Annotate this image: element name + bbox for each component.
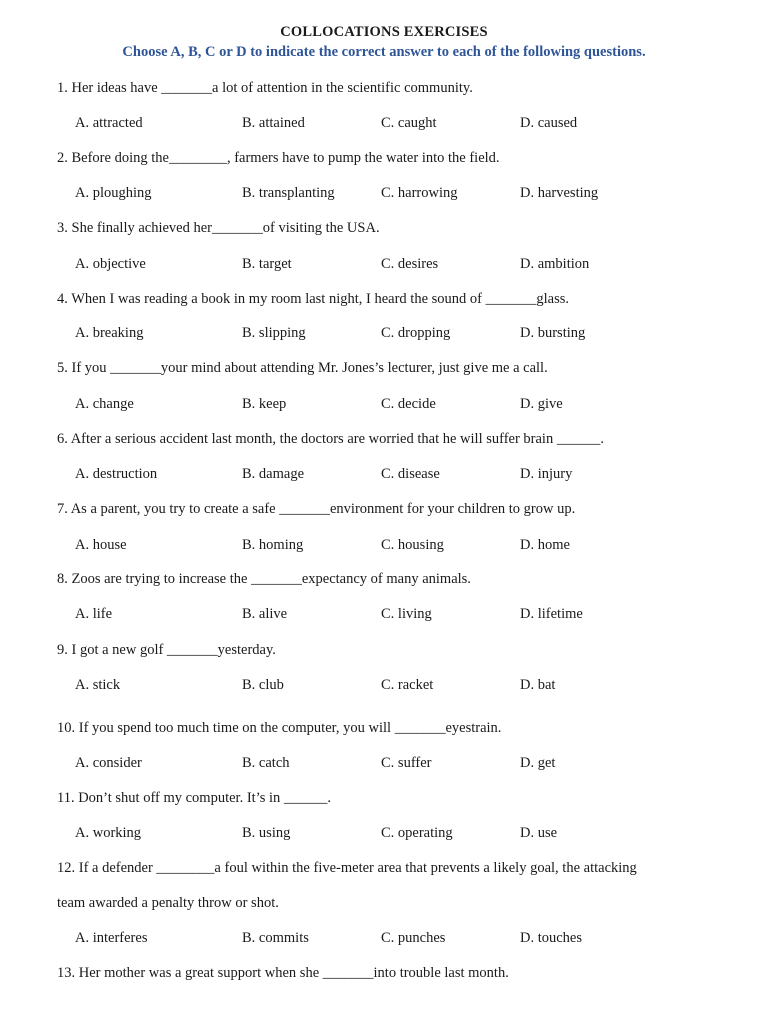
option-b: B. homing [242,537,304,553]
options-4 [75,325,715,345]
document-title: COLLOCATIONS EXERCISES [280,24,488,40]
options-6 [75,466,715,486]
option-c: C. living [381,606,432,622]
question-3: 3. She finally achieved her_______of visiting the USA. [57,220,380,236]
instruction-text: Choose A, B, C or D to indicate the correct answer to each of the following questions. [122,44,646,60]
option-b: B. slipping [242,325,306,341]
option-d: D. touches [520,930,583,946]
options-10 [75,755,715,775]
options-12 [75,930,715,950]
question-12: 12. If a defender ________a foul within the five-meter area that prevents a likely goal, the attacking [57,860,637,876]
option-b: B. using [242,825,291,841]
option-c: C. caught [381,115,437,131]
option-a: A. consider [75,755,142,771]
option-d: D. caused [520,115,578,131]
option-b: B. target [242,256,292,272]
option-b: B. commits [242,930,309,946]
option-d: D. lifetime [520,606,583,622]
option-b: B. alive [242,606,288,622]
options-3 [75,256,715,276]
option-b: B. keep [242,396,287,412]
option-c: C. suffer [381,755,432,771]
question-5: 5. If you _______your mind about attending Mr. Jones’s lecturer, just give me a call. [57,360,548,376]
option-b: B. damage [242,466,305,482]
option-b: B. catch [242,755,290,771]
options-2 [75,185,715,205]
option-a: A. life [75,606,113,622]
question-12-continuation: team awarded a penalty throw or shot. [57,895,279,911]
option-c: C. disease [381,466,440,482]
option-d: D. give [520,396,563,412]
option-a: A. objective [75,256,146,272]
option-d: D. use [520,825,558,841]
options-1 [75,115,715,135]
option-c: C. punches [381,930,446,946]
option-b: B. club [242,677,284,693]
question-7: 7. As a parent, you try to create a safe _______environment for your children to grow up. [57,501,576,517]
question-8: 8. Zoos are trying to increase the _______expectancy of many animals. [57,571,471,587]
options-7 [75,537,715,557]
question-4: 4. When I was reading a book in my room last night, I heard the sound of _______glass. [57,291,569,307]
option-a: A. destruction [75,466,158,482]
question-10: 10. If you spend too much time on the computer, you will _______eyestrain. [57,720,502,736]
options-11 [75,825,715,845]
option-c: C. dropping [381,325,451,341]
option-c: C. racket [381,677,434,693]
question-11: 11. Don’t shut off my computer. It’s in ______. [57,790,332,806]
option-a: A. change [75,396,134,412]
option-d: D. ambition [520,256,590,272]
option-a: A. attracted [75,115,143,131]
option-a: A. ploughing [75,185,152,201]
question-2: 2. Before doing the________, farmers have to pump the water into the field. [57,150,500,166]
option-b: B. attained [242,115,305,131]
question-13: 13. Her mother was a great support when she _______into trouble last month. [57,965,509,981]
option-a: A. working [75,825,142,841]
option-d: D. get [520,755,556,771]
option-d: D. injury [520,466,573,482]
option-c: C. harrowing [381,185,458,201]
question-9: 9. I got a new golf _______yesterday. [57,642,276,658]
option-a: A. breaking [75,325,144,341]
option-d: D. bursting [520,325,586,341]
options-9 [75,677,715,697]
option-d: D. bat [520,677,556,693]
option-c: C. desires [381,256,439,272]
option-c: C. operating [381,825,453,841]
option-a: A. interferes [75,930,148,946]
option-c: C. housing [381,537,444,553]
question-6: 6. After a serious accident last month, the doctors are worried that he will suffer brain ______. [57,431,604,447]
option-b: B. transplanting [242,185,335,201]
option-c: C. decide [381,396,436,412]
options-5 [75,396,715,416]
options-8 [75,606,715,626]
option-d: D. home [520,537,570,553]
question-1: 1. Her ideas have _______a lot of attention in the scientific community. [57,80,473,96]
option-d: D. harvesting [520,185,599,201]
option-a: A. stick [75,677,121,693]
option-a: A. house [75,537,127,553]
